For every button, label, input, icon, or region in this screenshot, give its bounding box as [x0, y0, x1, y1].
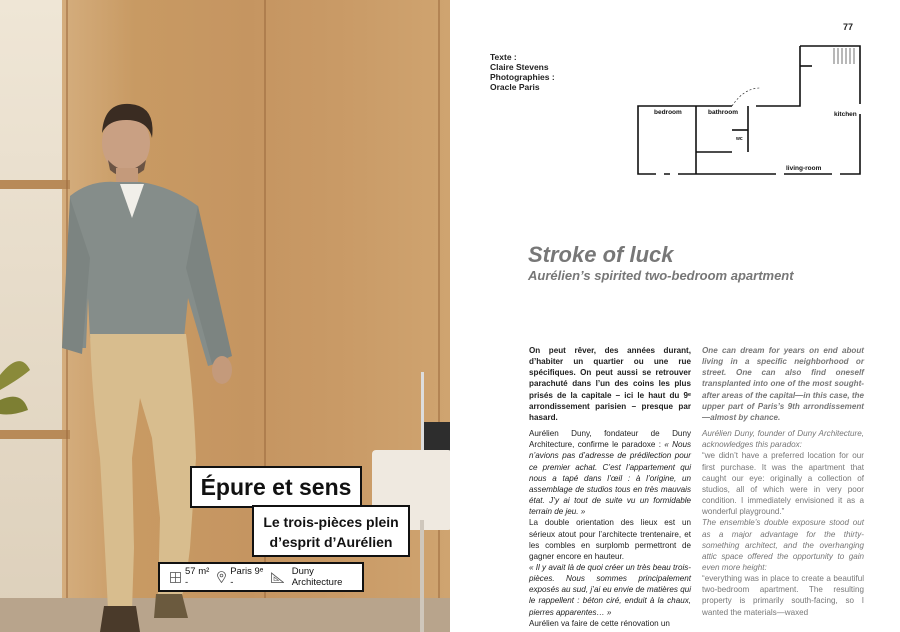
room-label-wc: wc	[736, 136, 743, 142]
body-column-english	[702, 345, 864, 618]
text-credit-author: Claire Stevens	[490, 62, 549, 72]
location-value: Paris 9ᵉ -	[230, 566, 264, 588]
photo-credit-label: Photographies :	[490, 72, 555, 82]
french-paragraph-2: La double orientation des lieux est un sérieux atout pour l’architecte trentenaire, et les combles en surplomb permettront de gagner encore en hauteur.	[529, 518, 691, 561]
area-value: 57 m² -	[185, 566, 210, 588]
french-lead: On peut rêver, des années durant, d’habiter un quartier ou une rue spécifiques. On peut aussi se retrouver parachuté dans l’un des coins les plus prisés de la capitale – ici le haut du 9ᵉ arrondissement parisien – presque par hasard.	[529, 346, 691, 422]
room-label-living-room: living-room	[786, 165, 822, 172]
room-label-kitchen: kitchen	[834, 111, 857, 118]
floor-area-icon	[170, 572, 181, 583]
article-title-fr: Épure et sens	[190, 466, 362, 508]
photo-credit-name: Oracle Paris	[490, 82, 540, 92]
wood-panel-edge	[438, 0, 440, 632]
man-figure	[60, 98, 250, 632]
floor-plan	[636, 44, 864, 178]
french-p1-intro: Aurélien Duny, fondateur de Duny Architecture, confirme le paradoxe :	[529, 429, 691, 450]
room-label-bedroom: bedroom	[654, 109, 682, 116]
window	[0, 0, 62, 632]
headline-en: Stroke of luck	[528, 242, 674, 267]
french-p2-quote: « Il y avait là de quoi créer un très beau trois-pièces. Nous sommes principalement exposés au sud, j’ai eu envie de matières qui le rappellent : béton ciré, enduit à la chaux, pierres apparentes… »	[529, 562, 691, 617]
architect-icon	[271, 572, 284, 583]
text-credit-label: Texte :	[490, 52, 517, 62]
table-leg	[420, 520, 424, 632]
room-label-bathroom: bathroom	[708, 109, 738, 116]
english-p2-quote: “everything was in place to create a beautiful two-bedroom apartment. The resulting property is primarily south-facing, so I wanted the materials—waxed	[702, 574, 864, 617]
english-paragraph-2: The ensemble’s double exposure stood out as a major advantage for the thirty-something architect, and the overhanging attic space offered the opportunity to gain even more height:	[702, 518, 864, 572]
french-paragraph-3: Aurélien va faire de cette rénovation un	[529, 618, 670, 628]
english-paragraph-1-intro: Aurélien Duny, founder of Duny Architecture, acknowledges this paradox:	[702, 429, 864, 450]
english-p1-quote: “we didn’t have a preferred location for our first purchase. It was the apartment that caught our eye: originally a collection of studios, all of which were in very poor condition. I immediately envisioned it as a wonderful playground.”	[702, 451, 864, 517]
subtitle-line-2: d’esprit d’Aurélien	[269, 534, 393, 550]
subheadline-en: Aurélien’s spirited two-bedroom apartment	[528, 268, 794, 283]
subtitle-line-1: Le trois-pièces plein	[263, 514, 399, 530]
page-number: 77	[843, 22, 854, 32]
credits	[490, 52, 555, 92]
location-pin-icon	[217, 571, 226, 583]
architect-value: Duny Architecture	[291, 566, 343, 588]
french-paragraph-1	[529, 428, 691, 517]
speaker	[424, 422, 450, 452]
english-lead: One can dream for years on end about living in a specific neighborhood or street. One can also find oneself transplanted into one of the most sought-after areas of the capital—in this case, the upper part of Paris’s 9th arrondissement—almost by chance.	[702, 346, 864, 422]
body-column-french	[529, 345, 691, 629]
plant-icon	[0, 330, 34, 420]
french-p1-quote: « Nous n’avions pas d’adresse de prédilection pour ce premier achat. C’est l’appartement qui nous a tapé dans l’œil : à l’origine, un assemblage de studios tous en très mauvais état. J’y ai tout de suite vu un formidable terrain de jeu. »	[529, 440, 691, 517]
project-info-bar	[158, 562, 364, 592]
article-subtitle-fr	[252, 505, 410, 557]
